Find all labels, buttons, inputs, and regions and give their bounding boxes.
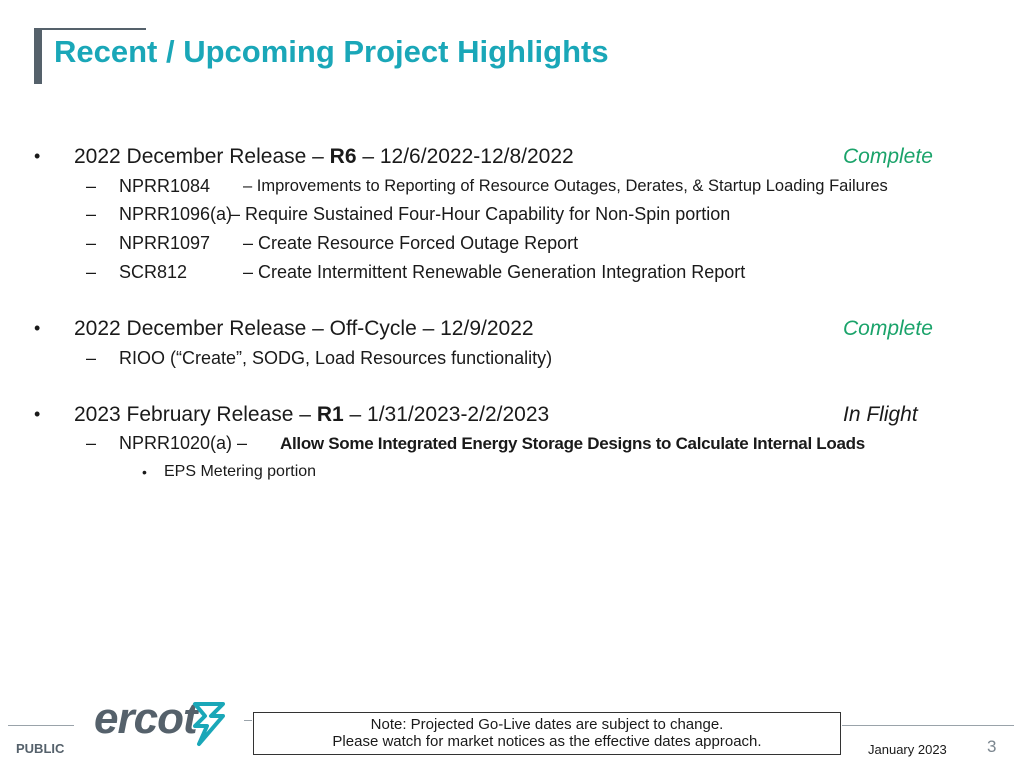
dash: – [86,233,97,253]
item-id: NPRR1020(a) – [119,433,248,453]
item-description: – Create Intermittent Renewable Generation Integration Report [243,262,746,282]
bullet: • [34,404,41,424]
section-heading: 2022 December Release – Off-Cycle – 12/9/2022 [74,317,534,340]
dash: – [86,348,97,368]
disclaimer-note [253,712,841,755]
item-description: – Create Resource Forced Outage Report [243,233,579,253]
bullet: • [34,146,41,166]
bullet: • [34,318,41,338]
status-label: In Flight [843,403,918,426]
dash: – [86,204,97,224]
dash: – [86,433,97,453]
dash: – [86,262,97,282]
footer-rule-mid [244,720,252,721]
page-number: 3 [987,737,997,756]
note-line-2: Please watch for market notices as the effective dates approach. [332,733,762,750]
status-label: Complete [843,317,933,340]
sub-item-text: EPS Metering portion [164,463,317,480]
ercot-logo-text: ercot [94,694,197,743]
section-heading: 2023 February Release – R1 – 1/31/2023-2/2/2023 [74,403,550,426]
note-line-1: Note: Projected Go-Live dates are subject to change. [370,716,724,733]
section-heading: 2022 December Release – R6 – 12/6/2022-12/8/2022 [74,145,574,168]
slide-title: Recent / Upcoming Project Highlights [54,34,609,69]
footer-date: January 2023 [868,742,947,757]
lightning-logo-icon [189,698,229,748]
item-id: SCR812 [119,262,188,282]
item-description: – Require Sustained Four-Hour Capability for Non-Spin portion [230,204,731,224]
dash: – [86,176,97,196]
sub-bullet: • [142,464,147,480]
item-description: Allow Some Integrated Energy Storage Designs to Calculate Internal Loads [280,434,865,453]
item-description: – Improvements to Reporting of Resource Outages, Derates, & Startup Loading Failures [243,177,888,195]
item-id: NPRR1096(a) [119,204,233,224]
footer-rule-right [842,725,1014,726]
item-id: NPRR1097 [119,233,211,253]
title-accent-line [34,28,146,30]
classification-label: PUBLIC [16,741,65,756]
title-accent-bar [34,28,42,84]
item-id: NPRR1084 [119,176,211,196]
status-label: Complete [843,145,933,168]
footer-rule-left [8,725,74,726]
item-text: RIOO (“Create”, SODG, Load Resources functionality) [119,348,553,368]
